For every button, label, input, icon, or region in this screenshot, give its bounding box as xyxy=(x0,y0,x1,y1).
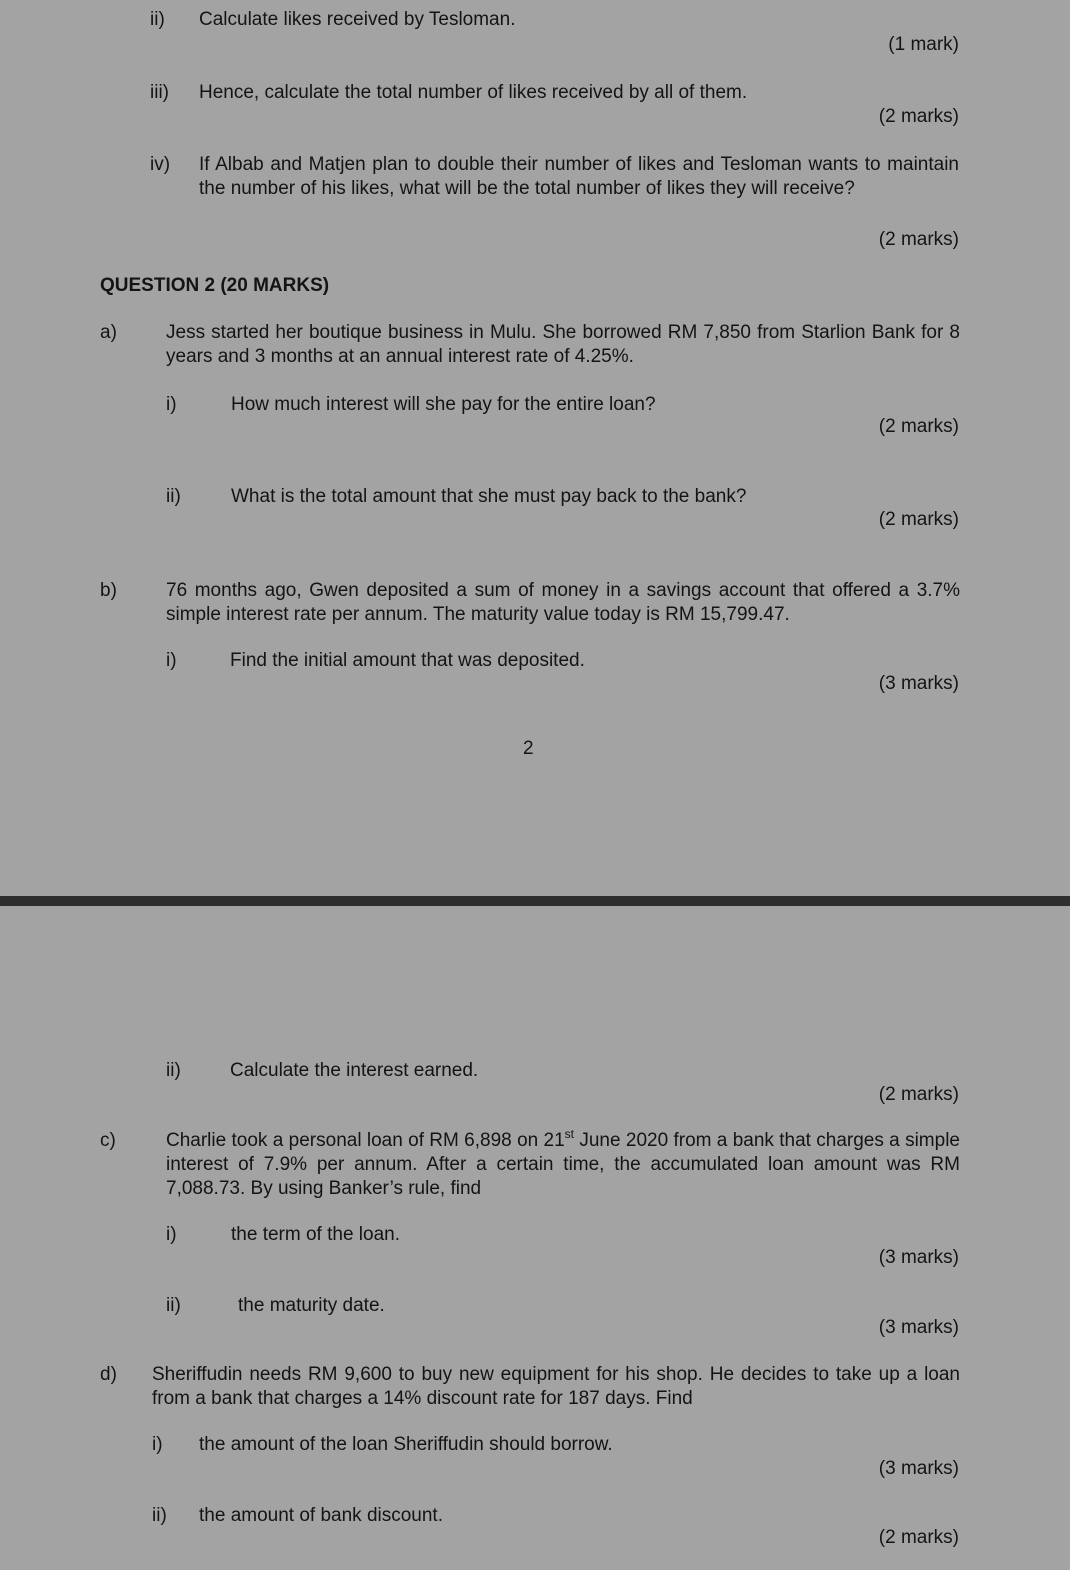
q2b-ii-marks: (2 marks) xyxy=(878,1084,959,1105)
q2c-date-suffix: st xyxy=(564,1126,575,1141)
q2c-i-number: i) xyxy=(166,1224,177,1245)
q2a-label: a) xyxy=(100,322,117,343)
q2d-text: Sheriffudin needs RM 9,600 to buy new equipment for his shop. He decides to take up a loan from a bank that charges a 14% discount rate for 187 days. Find xyxy=(152,1364,960,1409)
q2c-text xyxy=(166,1126,960,1201)
q2a-text: Jess started her boutique business in Mulu. She borrowed RM 7,850 from Starlion Bank for 8 years and 3 months at an annual interest rate of 4.25%. xyxy=(166,322,960,367)
q2d-i-marks: (3 marks) xyxy=(878,1458,959,1479)
q2a-i-number: i) xyxy=(166,394,177,415)
q2c-ii-number: ii) xyxy=(166,1295,181,1316)
q2b-ii-number: ii) xyxy=(166,1060,181,1081)
q1-ii-text: Calculate likes received by Tesloman. xyxy=(199,9,516,30)
q2b-ii-text: Calculate the interest earned. xyxy=(230,1060,479,1081)
q2b-i-text: Find the initial amount that was deposited. xyxy=(230,650,585,671)
q2b-i-marks: (3 marks) xyxy=(878,673,959,694)
q1-iii-text: Hence, calculate the total number of likes received by all of them. xyxy=(199,82,748,103)
page-number: 2 xyxy=(523,738,534,759)
q1-iii-marks: (2 marks) xyxy=(878,106,959,127)
q2c-i-text: the term of the loan. xyxy=(231,1224,400,1245)
q1-iv-text: If Albab and Matjen plan to double their number of likes and Tesloman wants to maintain the number of his likes, what will be the total number of likes they will receive? xyxy=(199,154,959,199)
q2d-ii-number: ii) xyxy=(152,1505,167,1526)
q1-ii-number: ii) xyxy=(150,9,165,30)
question-2-heading: QUESTION 2 (20 MARKS) xyxy=(100,275,330,296)
q2c-text-after: June 2020 from a bank that charges a simple interest of 7.9% per annum. After a certain time, the accumulated loan amount was RM 7,088.73. By using Banker’s rule, find xyxy=(166,1130,960,1199)
q2a-ii-number: ii) xyxy=(166,486,181,507)
q2b-text: 76 months ago, Gwen deposited a sum of money in a savings account that offered a 3.7% simple interest rate per annum. The maturity value today is RM 15,799.47. xyxy=(166,580,960,625)
q2c-label: c) xyxy=(100,1130,116,1151)
q2d-i-text: the amount of the loan Sheriffudin should borrow. xyxy=(199,1434,613,1455)
q2c-text-before: Charlie took a personal loan of RM 6,898 on 21 xyxy=(166,1130,565,1151)
q2d-i-number: i) xyxy=(152,1434,163,1455)
q2c-i-marks: (3 marks) xyxy=(878,1247,959,1268)
q2a-i-marks: (2 marks) xyxy=(878,416,959,437)
q2d-ii-marks: (2 marks) xyxy=(878,1527,959,1548)
q2b-label: b) xyxy=(100,580,117,601)
q1-ii-marks: (1 mark) xyxy=(888,34,959,55)
q1-iii-number: iii) xyxy=(150,82,169,103)
q2d-ii-text: the amount of bank discount. xyxy=(199,1505,443,1526)
page-separator xyxy=(0,896,1070,906)
q2a-ii-text: What is the total amount that she must pay back to the bank? xyxy=(231,486,747,507)
q2c-ii-marks: (3 marks) xyxy=(878,1317,959,1338)
q1-iv-number: iv) xyxy=(150,154,171,175)
q2d-label: d) xyxy=(100,1364,117,1385)
q2c-ii-text: the maturity date. xyxy=(238,1295,385,1316)
q2a-ii-marks: (2 marks) xyxy=(878,509,959,530)
q2a-i-text: How much interest will she pay for the entire loan? xyxy=(231,394,656,415)
q1-iv-marks: (2 marks) xyxy=(878,229,959,250)
q2b-i-number: i) xyxy=(166,650,177,671)
